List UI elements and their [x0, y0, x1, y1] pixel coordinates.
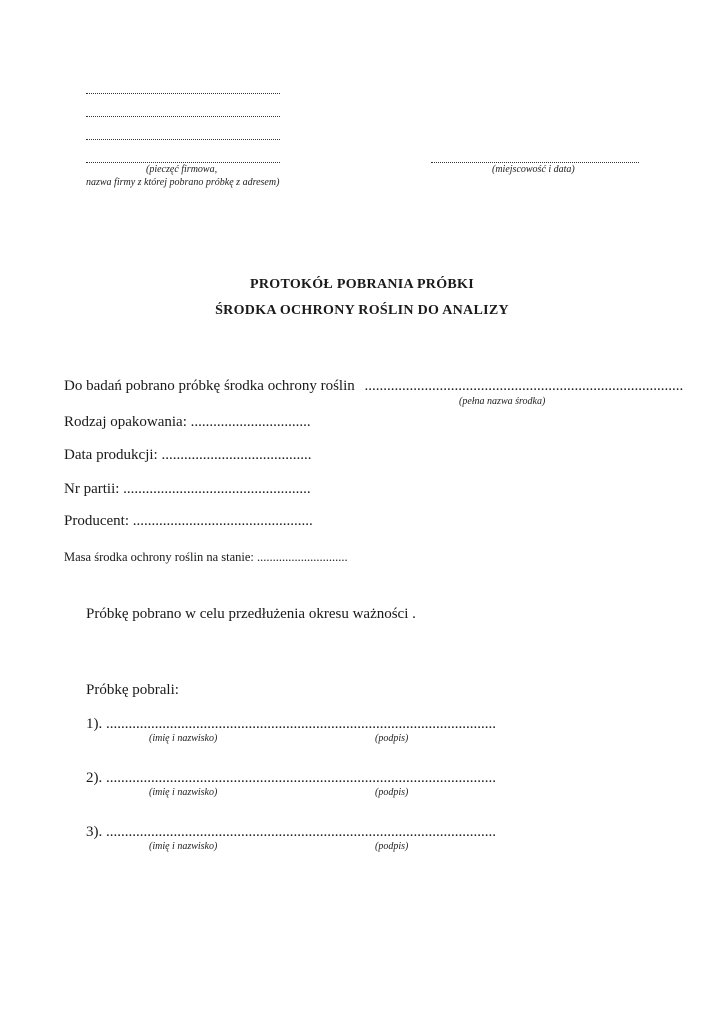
- place-date-line: [431, 162, 639, 163]
- batch-number-field: Nr partii: ..................................................: [64, 481, 311, 497]
- stamp-caption-line1: (pieczęć firmowa,: [146, 164, 218, 175]
- signatures-heading: Próbkę pobrali:: [86, 682, 179, 698]
- stamp-line-3: [86, 139, 280, 140]
- sample-name-label: Do badań pobrano próbkę środka ochrony roślin: [64, 378, 355, 394]
- signature-1-name-caption: (imię i nazwisko): [149, 733, 218, 744]
- place-date-caption: (miejscowość i data): [492, 164, 575, 175]
- stamp-line-1: [86, 93, 280, 94]
- signature-line-3: 3). ........................................................................................................: [86, 824, 496, 840]
- signature-line-2: 2). ........................................................................................................: [86, 770, 496, 786]
- document-title-line2: ŚRODKA OCHRONY ROŚLIN DO ANALIZY: [215, 303, 509, 318]
- signature-line-1: 1). ........................................................................................................: [86, 716, 496, 732]
- stamp-line-2: [86, 116, 280, 117]
- signature-3-name-caption: (imię i nazwisko): [149, 841, 218, 852]
- stamp-line-4: [86, 162, 280, 163]
- sample-name-field: [64, 378, 683, 395]
- sample-name-dots: .....................................................................................: [364, 378, 684, 394]
- signature-2-sign-caption: (podpis): [375, 787, 409, 798]
- stock-mass-field: Masa środka ochrony roślin na stanie: .............................: [64, 550, 348, 564]
- stamp-caption-line2: nazwa firmy z której pobrano próbkę z adresem): [86, 177, 280, 188]
- signature-3-sign-caption: (podpis): [375, 841, 409, 852]
- signature-2-name-caption: (imię i nazwisko): [149, 787, 218, 798]
- sample-name-caption: (pełna nazwa środka): [459, 396, 546, 407]
- signature-1-sign-caption: (podpis): [375, 733, 409, 744]
- purpose-statement: Próbkę pobrano w celu przedłużenia okresu ważności .: [86, 606, 416, 622]
- document-title-line1: PROTOKÓŁ POBRANIA PRÓBKI: [250, 277, 474, 292]
- producer-field: Producent: ................................................: [64, 513, 313, 529]
- packaging-field: Rodzaj opakowania: ................................: [64, 414, 311, 430]
- production-date-field: Data produkcji: ........................................: [64, 447, 312, 463]
